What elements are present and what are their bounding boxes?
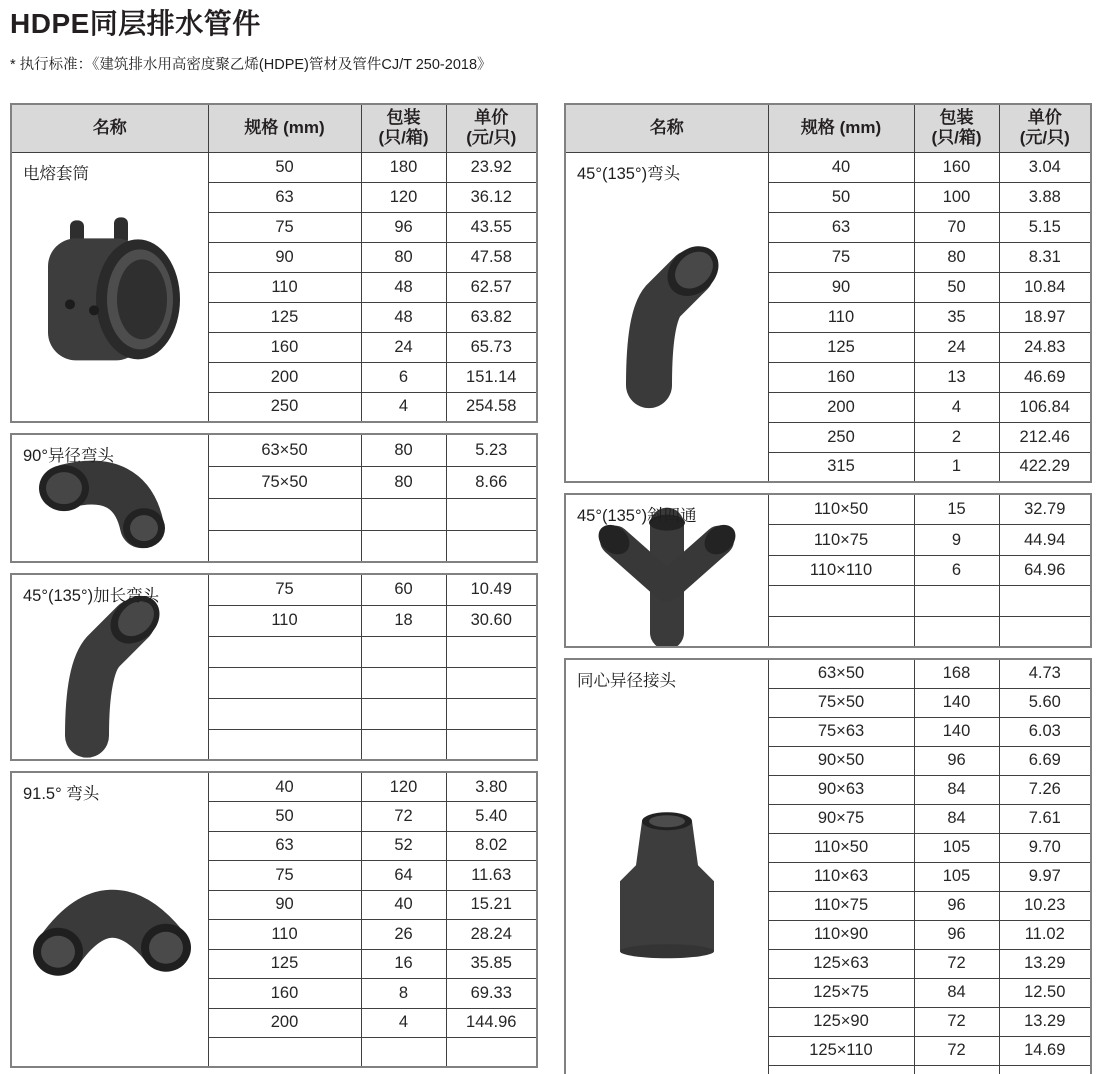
pack-cell: 168 (914, 659, 999, 688)
price-cell: 9.97 (999, 862, 1091, 891)
price-cell: 5.15 (999, 212, 1091, 242)
price-cell: 23.92 (446, 152, 537, 182)
pack-cell: 6 (914, 555, 999, 586)
price-cell (446, 729, 537, 760)
pack-cell (914, 586, 999, 617)
spec-cell: 110 (208, 272, 361, 302)
price-cell: 10.23 (999, 891, 1091, 920)
pack-cell: 2 (914, 422, 999, 452)
price-cell: 35.85 (446, 949, 537, 979)
spec-cell: 50 (768, 182, 914, 212)
product-table-reducing-elbow-90 (10, 433, 538, 563)
price-cell: 3.80 (446, 772, 537, 802)
spec-cell (208, 530, 361, 562)
spec-cell: 50 (208, 802, 361, 832)
spec-cell (208, 498, 361, 530)
pack-cell: 72 (914, 1036, 999, 1065)
pack-cell: 84 (914, 775, 999, 804)
spec-cell: 125 (768, 332, 914, 362)
pack-cell: 24 (361, 332, 446, 362)
table-row (11, 152, 537, 182)
price-cell (999, 1065, 1091, 1074)
table-row (565, 494, 1091, 525)
standard-note: * 执行标准：《建筑排水用高密度聚乙烯(HDPE)管材及管件CJ/T 250-2018》 (10, 57, 492, 74)
price-cell: 24.83 (999, 332, 1091, 362)
price-cell (999, 586, 1091, 617)
spec-cell: 90 (208, 242, 361, 272)
product-table-elbow-45 (564, 103, 1092, 483)
pack-cell: 4 (361, 1008, 446, 1038)
price-cell (446, 667, 537, 698)
spec-cell (208, 1038, 361, 1068)
pack-cell: 15 (914, 494, 999, 525)
price-cell: 11.63 (446, 861, 537, 891)
pack-cell: 13 (914, 362, 999, 392)
price-cell: 65.73 (446, 332, 537, 362)
table-row (565, 659, 1091, 688)
table-row (11, 574, 537, 605)
header-name: 名称 (11, 104, 208, 152)
product-photo-elbow-45 (593, 235, 741, 413)
spec-cell: 160 (208, 979, 361, 1009)
product-label-cell (565, 152, 768, 482)
pack-cell: 8 (361, 979, 446, 1009)
header-spec: 规格 (mm) (768, 104, 914, 152)
price-cell: 151.14 (446, 362, 537, 392)
price-cell: 69.33 (446, 979, 537, 1009)
spec-cell: 250 (768, 422, 914, 452)
header-price (999, 104, 1091, 152)
pack-cell: 105 (914, 862, 999, 891)
spec-cell: 63×50 (208, 434, 361, 466)
concentric-reducer-photo (604, 805, 730, 961)
price-cell: 254.58 (446, 392, 537, 422)
spec-cell: 75 (208, 212, 361, 242)
pack-cell: 105 (914, 833, 999, 862)
pack-cell (914, 617, 999, 648)
product-label-cell (11, 574, 208, 760)
spec-cell (768, 1065, 914, 1074)
product-photo-long-elbow-45 (41, 590, 179, 758)
pack-cell: 140 (914, 717, 999, 746)
product-table-electrofusion-coupling (10, 103, 538, 423)
header-pack (361, 104, 446, 152)
pack-cell (361, 729, 446, 760)
price-cell: 8.02 (446, 831, 537, 861)
header-pack (914, 104, 999, 152)
spec-cell (208, 729, 361, 760)
pack-cell (914, 1065, 999, 1074)
pack-cell: 16 (361, 949, 446, 979)
price-cell: 63.82 (446, 302, 537, 332)
spec-cell: 200 (208, 1008, 361, 1038)
spec-cell: 125 (208, 949, 361, 979)
spec-cell: 125×110 (768, 1036, 914, 1065)
pack-cell: 96 (361, 212, 446, 242)
product-photo-electrofusion-coupling (24, 214, 196, 372)
price-cell (446, 636, 537, 667)
pack-cell: 24 (914, 332, 999, 362)
product-table-skew-cross-45 (564, 493, 1092, 648)
column-header-line: 单价 (474, 108, 509, 128)
price-cell (446, 1038, 537, 1068)
column-header-line: (元/只) (466, 128, 517, 148)
price-cell: 12.50 (999, 978, 1091, 1007)
pack-cell: 72 (914, 949, 999, 978)
pack-cell: 4 (914, 392, 999, 422)
price-cell: 28.24 (446, 920, 537, 950)
pack-cell: 18 (361, 605, 446, 636)
price-cell: 30.60 (446, 605, 537, 636)
spec-cell: 90×63 (768, 775, 914, 804)
price-cell: 43.55 (446, 212, 537, 242)
pack-cell: 9 (914, 525, 999, 556)
price-cell: 9.70 (999, 833, 1091, 862)
pack-cell: 40 (361, 890, 446, 920)
product-name: 45°(135°)弯头 (577, 164, 681, 183)
pack-cell (361, 698, 446, 729)
pack-cell: 120 (361, 182, 446, 212)
column-header-line: 包装 (386, 108, 421, 128)
pack-cell: 1 (914, 452, 999, 482)
pack-cell: 60 (361, 574, 446, 605)
page-title: HDPE同层排水管件 (10, 8, 261, 39)
spec-cell: 200 (768, 392, 914, 422)
pack-cell: 64 (361, 861, 446, 891)
price-cell: 7.26 (999, 775, 1091, 804)
price-cell: 10.84 (999, 272, 1091, 302)
spec-cell: 90 (768, 272, 914, 302)
pack-cell: 48 (361, 302, 446, 332)
price-cell: 44.94 (999, 525, 1091, 556)
spec-cell: 75 (208, 861, 361, 891)
pack-cell: 80 (361, 242, 446, 272)
pack-cell: 80 (361, 466, 446, 498)
price-cell: 13.29 (999, 1007, 1091, 1036)
price-cell: 5.40 (446, 802, 537, 832)
pack-cell (361, 667, 446, 698)
price-cell (446, 498, 537, 530)
product-table-long-elbow-45 (10, 573, 538, 761)
table-row (11, 434, 537, 466)
pack-cell: 4 (361, 392, 446, 422)
spec-cell (208, 698, 361, 729)
table-row (11, 772, 537, 802)
spec-cell (208, 636, 361, 667)
pack-cell: 6 (361, 362, 446, 392)
pack-cell: 72 (914, 1007, 999, 1036)
pack-cell (361, 636, 446, 667)
pack-cell: 96 (914, 920, 999, 949)
pack-cell (361, 1038, 446, 1068)
spec-cell: 160 (208, 332, 361, 362)
pack-cell: 72 (361, 802, 446, 832)
price-cell: 4.73 (999, 659, 1091, 688)
product-label-cell (565, 494, 768, 647)
right-column (564, 103, 1090, 1074)
product-label-cell (11, 152, 208, 422)
price-cell: 7.61 (999, 804, 1091, 833)
spec-cell: 110×50 (768, 833, 914, 862)
product-photo-elbow-91-5 (18, 865, 202, 983)
spec-cell: 125×90 (768, 1007, 914, 1036)
spec-cell: 110 (768, 302, 914, 332)
spec-cell: 75×50 (768, 688, 914, 717)
product-label-cell (11, 772, 208, 1067)
price-cell: 13.29 (999, 949, 1091, 978)
price-cell: 422.29 (999, 452, 1091, 482)
header-spec: 规格 (mm) (208, 104, 361, 152)
price-cell: 106.84 (999, 392, 1091, 422)
left-column (10, 103, 536, 1074)
price-cell (446, 530, 537, 562)
long-elbow-45-photo (41, 590, 179, 758)
spec-cell: 75 (768, 242, 914, 272)
spec-cell: 63 (208, 831, 361, 861)
price-cell: 8.66 (446, 466, 537, 498)
product-label-cell (565, 659, 768, 1074)
spec-cell: 125×63 (768, 949, 914, 978)
price-cell: 144.96 (446, 1008, 537, 1038)
spec-cell: 125×75 (768, 978, 914, 1007)
spec-cell: 75×50 (208, 466, 361, 498)
spec-cell: 90×50 (768, 746, 914, 775)
pack-cell: 84 (914, 804, 999, 833)
skew-cross-45-photo (589, 506, 745, 646)
pack-cell: 96 (914, 891, 999, 920)
price-cell: 6.03 (999, 717, 1091, 746)
spec-cell (768, 586, 914, 617)
pack-cell: 180 (361, 152, 446, 182)
price-cell: 15.21 (446, 890, 537, 920)
spec-cell (768, 617, 914, 648)
spec-cell: 63 (768, 212, 914, 242)
pack-cell: 26 (361, 920, 446, 950)
pack-cell: 96 (914, 746, 999, 775)
product-photo-skew-cross-45 (589, 506, 745, 646)
pack-cell: 52 (361, 831, 446, 861)
pack-cell: 70 (914, 212, 999, 242)
spec-cell: 110×75 (768, 525, 914, 556)
spec-cell: 250 (208, 392, 361, 422)
price-cell: 14.69 (999, 1036, 1091, 1065)
spec-cell: 110×50 (768, 494, 914, 525)
pack-cell: 35 (914, 302, 999, 332)
pack-cell: 50 (914, 272, 999, 302)
pack-cell (361, 498, 446, 530)
pack-cell: 120 (361, 772, 446, 802)
price-cell: 18.97 (999, 302, 1091, 332)
spec-cell (208, 667, 361, 698)
elbow-91-5-photo (18, 865, 202, 983)
price-cell: 6.69 (999, 746, 1091, 775)
pack-cell: 84 (914, 978, 999, 1007)
pack-cell: 100 (914, 182, 999, 212)
price-cell (446, 698, 537, 729)
price-cell: 47.58 (446, 242, 537, 272)
price-cell: 36.12 (446, 182, 537, 212)
price-cell: 8.31 (999, 242, 1091, 272)
product-label-cell (11, 434, 208, 562)
table-columns (10, 103, 1090, 1074)
pack-cell (361, 530, 446, 562)
price-cell: 10.49 (446, 574, 537, 605)
product-name: 同心异径接头 (577, 672, 676, 691)
spec-cell: 40 (768, 152, 914, 182)
price-cell: 46.69 (999, 362, 1091, 392)
price-cell: 212.46 (999, 422, 1091, 452)
column-header-line: (只/箱) (931, 128, 982, 148)
price-cell: 64.96 (999, 555, 1091, 586)
electrofusion-coupling-photo (24, 214, 196, 372)
spec-cell: 75 (208, 574, 361, 605)
spec-cell: 63×50 (768, 659, 914, 688)
spec-cell: 40 (208, 772, 361, 802)
price-cell (999, 617, 1091, 648)
header-name: 名称 (565, 104, 768, 152)
product-name: 电熔套筒 (23, 164, 89, 183)
column-header-line: 单价 (1027, 108, 1062, 128)
header-price (446, 104, 537, 152)
product-name: 45°(135°)加长弯头 (23, 587, 160, 606)
pack-cell: 160 (914, 152, 999, 182)
price-cell: 62.57 (446, 272, 537, 302)
product-name: 45°(135°)斜四通 (577, 507, 697, 526)
spec-cell: 110×63 (768, 862, 914, 891)
price-cell: 32.79 (999, 494, 1091, 525)
spec-cell: 315 (768, 452, 914, 482)
column-header-line: (只/箱) (378, 128, 429, 148)
product-table-elbow-91-5 (10, 771, 538, 1068)
spec-cell: 110 (208, 605, 361, 636)
spec-cell: 63 (208, 182, 361, 212)
spec-cell: 110×110 (768, 555, 914, 586)
price-cell: 5.60 (999, 688, 1091, 717)
price-cell: 3.88 (999, 182, 1091, 212)
spec-cell: 75×63 (768, 717, 914, 746)
price-cell: 5.23 (446, 434, 537, 466)
pack-cell: 140 (914, 688, 999, 717)
spec-cell: 90×75 (768, 804, 914, 833)
price-cell: 3.04 (999, 152, 1091, 182)
column-header-line: 包装 (939, 108, 974, 128)
column-header-line: (元/只) (1019, 128, 1070, 148)
product-table-concentric-reducer (564, 658, 1092, 1074)
product-name: 91.5° 弯头 (23, 785, 100, 804)
pack-cell: 80 (361, 434, 446, 466)
table-row (565, 152, 1091, 182)
spec-cell: 110×75 (768, 891, 914, 920)
product-photo-concentric-reducer (604, 805, 730, 961)
pack-cell: 48 (361, 272, 446, 302)
price-cell: 11.02 (999, 920, 1091, 949)
spec-cell: 110×90 (768, 920, 914, 949)
spec-cell: 110 (208, 920, 361, 950)
pack-cell: 80 (914, 242, 999, 272)
elbow-45-photo (593, 235, 741, 413)
product-name: 90°异径弯头 (23, 447, 114, 466)
spec-cell: 50 (208, 152, 361, 182)
spec-cell: 125 (208, 302, 361, 332)
spec-cell: 200 (208, 362, 361, 392)
spec-cell: 90 (208, 890, 361, 920)
spec-cell: 160 (768, 362, 914, 392)
